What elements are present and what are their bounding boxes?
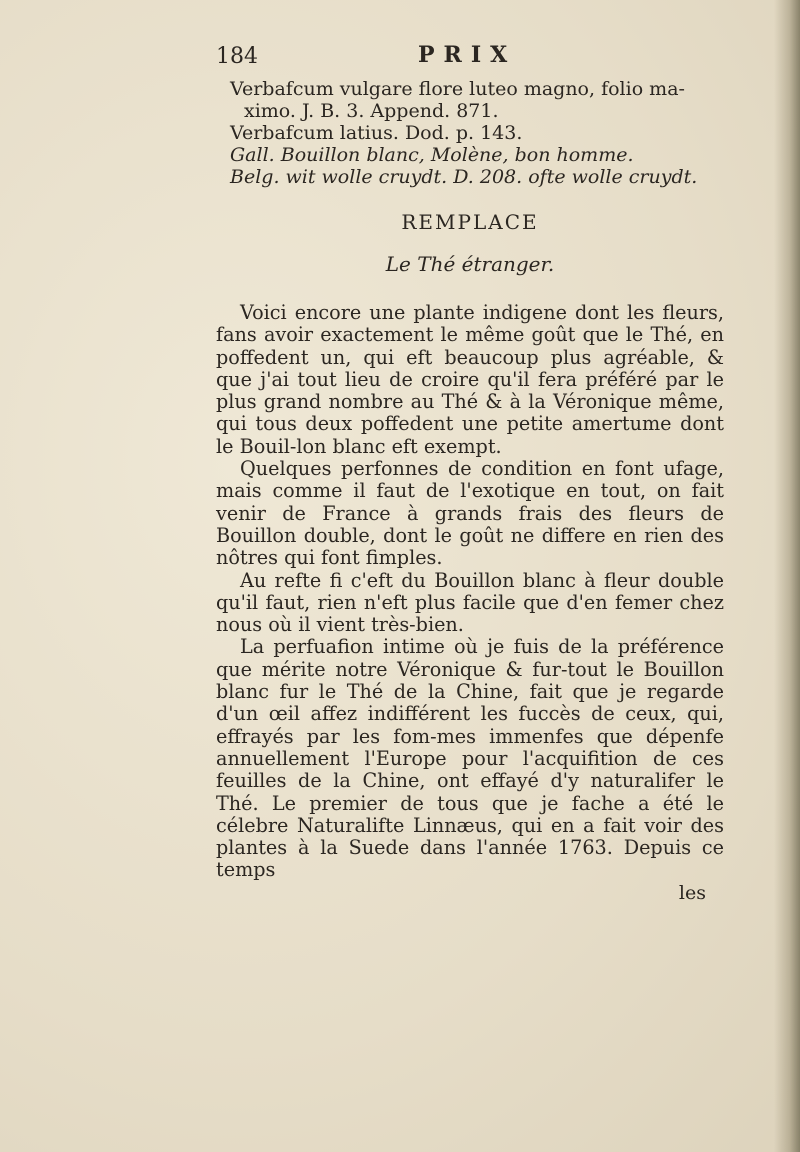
paragraph: Voici encore une plante indigene dont les fleurs, fans avoir exactement le même goût que le Thé, en poffedent un, qui eft beaucoup plus agréable, & que j'ai tout lieu de croire qu'il fera préféré par le plus grand nombre au Thé & à la Véronique même, qui tous deux poffedent une petite amertume dont le Bouil-lon blanc eft exempt. <box>216 301 724 458</box>
synonym-list <box>216 78 724 188</box>
page-edge-shadow <box>774 0 800 1152</box>
paragraph: Quelques perfonnes de condition en font ufage, mais comme il faut de l'exotique en tout, on fait venir de France à grands frais des fleurs de Bouillon double, dont le goût ne differe en rien des nôtres qui font fimples. <box>216 457 724 570</box>
page-content <box>216 38 724 904</box>
paragraph: Au refte fi c'eft du Bouillon blanc à fleur double qu'il faut, rien n'eft plus facile que d'en femer chez nous où il vient très-bien. <box>216 568 724 637</box>
section-title: REMPLACE <box>401 210 539 234</box>
section-subtitle: Le Thé étranger. <box>385 252 555 276</box>
synonym-entry: Verbafcum latius. Dod. p. 143. <box>230 122 523 144</box>
running-title: PRIX <box>418 42 517 68</box>
synonym-entry: Gall. Bouillon blanc, Molène, bon homme. <box>230 144 634 166</box>
page-header <box>216 38 724 72</box>
page-number: 184 <box>216 44 258 69</box>
body-text <box>216 302 724 882</box>
synonym-entry: Verbafcum vulgare flore luteo magno, folio ma-ximo. J. B. 3. Append. 871. <box>230 78 685 122</box>
catchword: les <box>678 881 706 904</box>
paragraph: La perfuafion intime où je fuis de la préférence que mérite notre Véronique & fur-tout le Bouillon blanc fur le Thé de la Chine, fait que je regarde d'un œil affez indifférent les fuccès de ceux, qui, effrayés par les fom-mes immenfes que dépenfe annuellement l'Europe pour l'acquifition de ces feuilles de la Chine, ont effayé d'y naturalifer le Thé. Le premier de tous que je fache a été le célebre Naturalifte Linnæus, qui en a fait voir des plantes à la Suede dans l'année 1763. Depuis ce temps <box>216 635 724 882</box>
synonym-entry: Belg. wit wolle cruydt. D. 208. ofte wolle cruydt. <box>230 166 698 188</box>
